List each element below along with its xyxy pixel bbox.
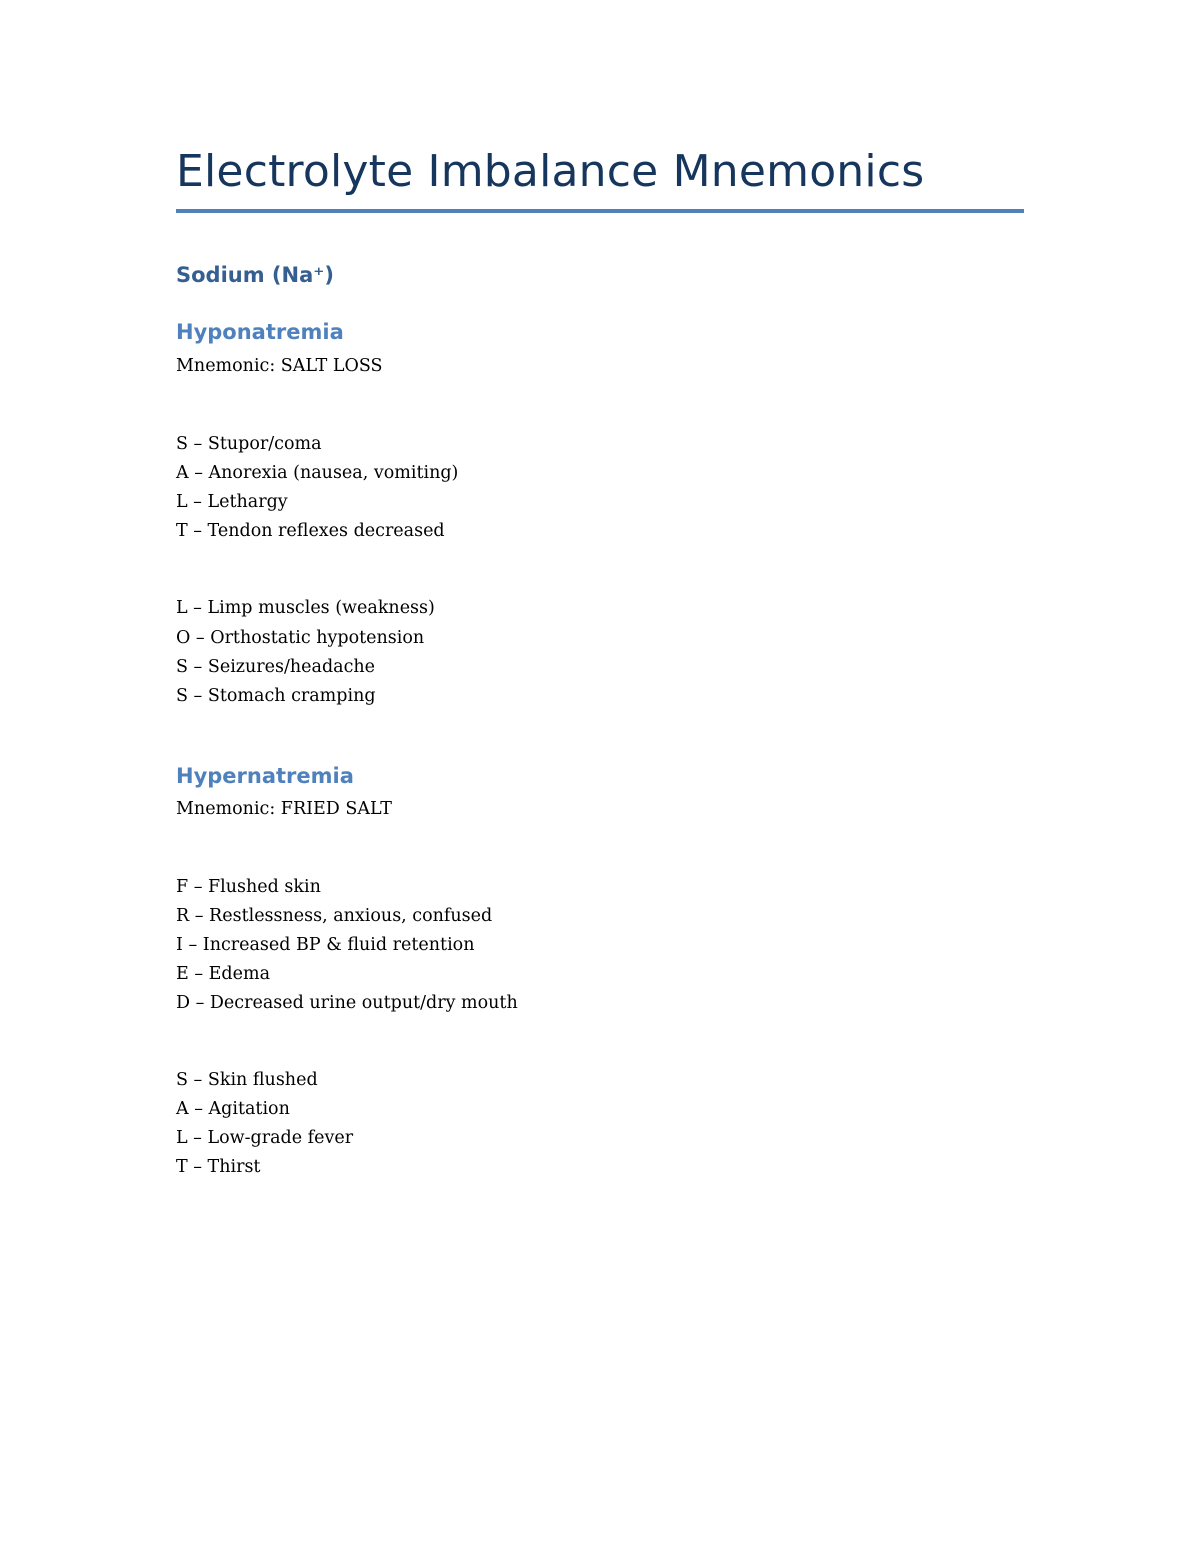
list-item: A – Agitation [176,1099,290,1119]
list-item: L – Low-grade fever [176,1128,354,1148]
list-item: T – Thirst [176,1157,261,1177]
mnemonic-label-hyponatremia: Mnemonic: SALT LOSS [176,356,383,376]
list-item: F – Flushed skin [176,877,321,897]
list-item: I – Increased BP & fluid retention [176,935,475,955]
list-item: T – Tendon reflexes decreased [176,521,445,541]
heading-hypernatremia: Hypernatremia [176,764,354,788]
list-item: S – Seizures/headache [176,657,376,677]
list-item: A – Anorexia (nausea, vomiting) [176,463,459,483]
section-heading-sodium: Sodium (Na⁺) [176,263,334,287]
list-item: S – Stupor/coma [176,434,322,454]
title-underline [176,209,1024,213]
heading-hyponatremia: Hyponatremia [176,320,344,344]
list-item: S – Stomach cramping [176,686,376,706]
list-item: R – Restlessness, anxious, confused [176,906,493,926]
list-item: L – Limp muscles (weakness) [176,598,435,618]
list-item: O – Orthostatic hypotension [176,628,425,648]
list-item: E – Edema [176,964,271,984]
list-item: S – Skin flushed [176,1070,318,1090]
list-item: L – Lethargy [176,492,288,512]
mnemonic-label-hypernatremia: Mnemonic: FRIED SALT [176,799,392,819]
document-title: Electrolyte Imbalance Mnemonics [176,146,925,197]
list-item: D – Decreased urine output/dry mouth [176,993,518,1013]
